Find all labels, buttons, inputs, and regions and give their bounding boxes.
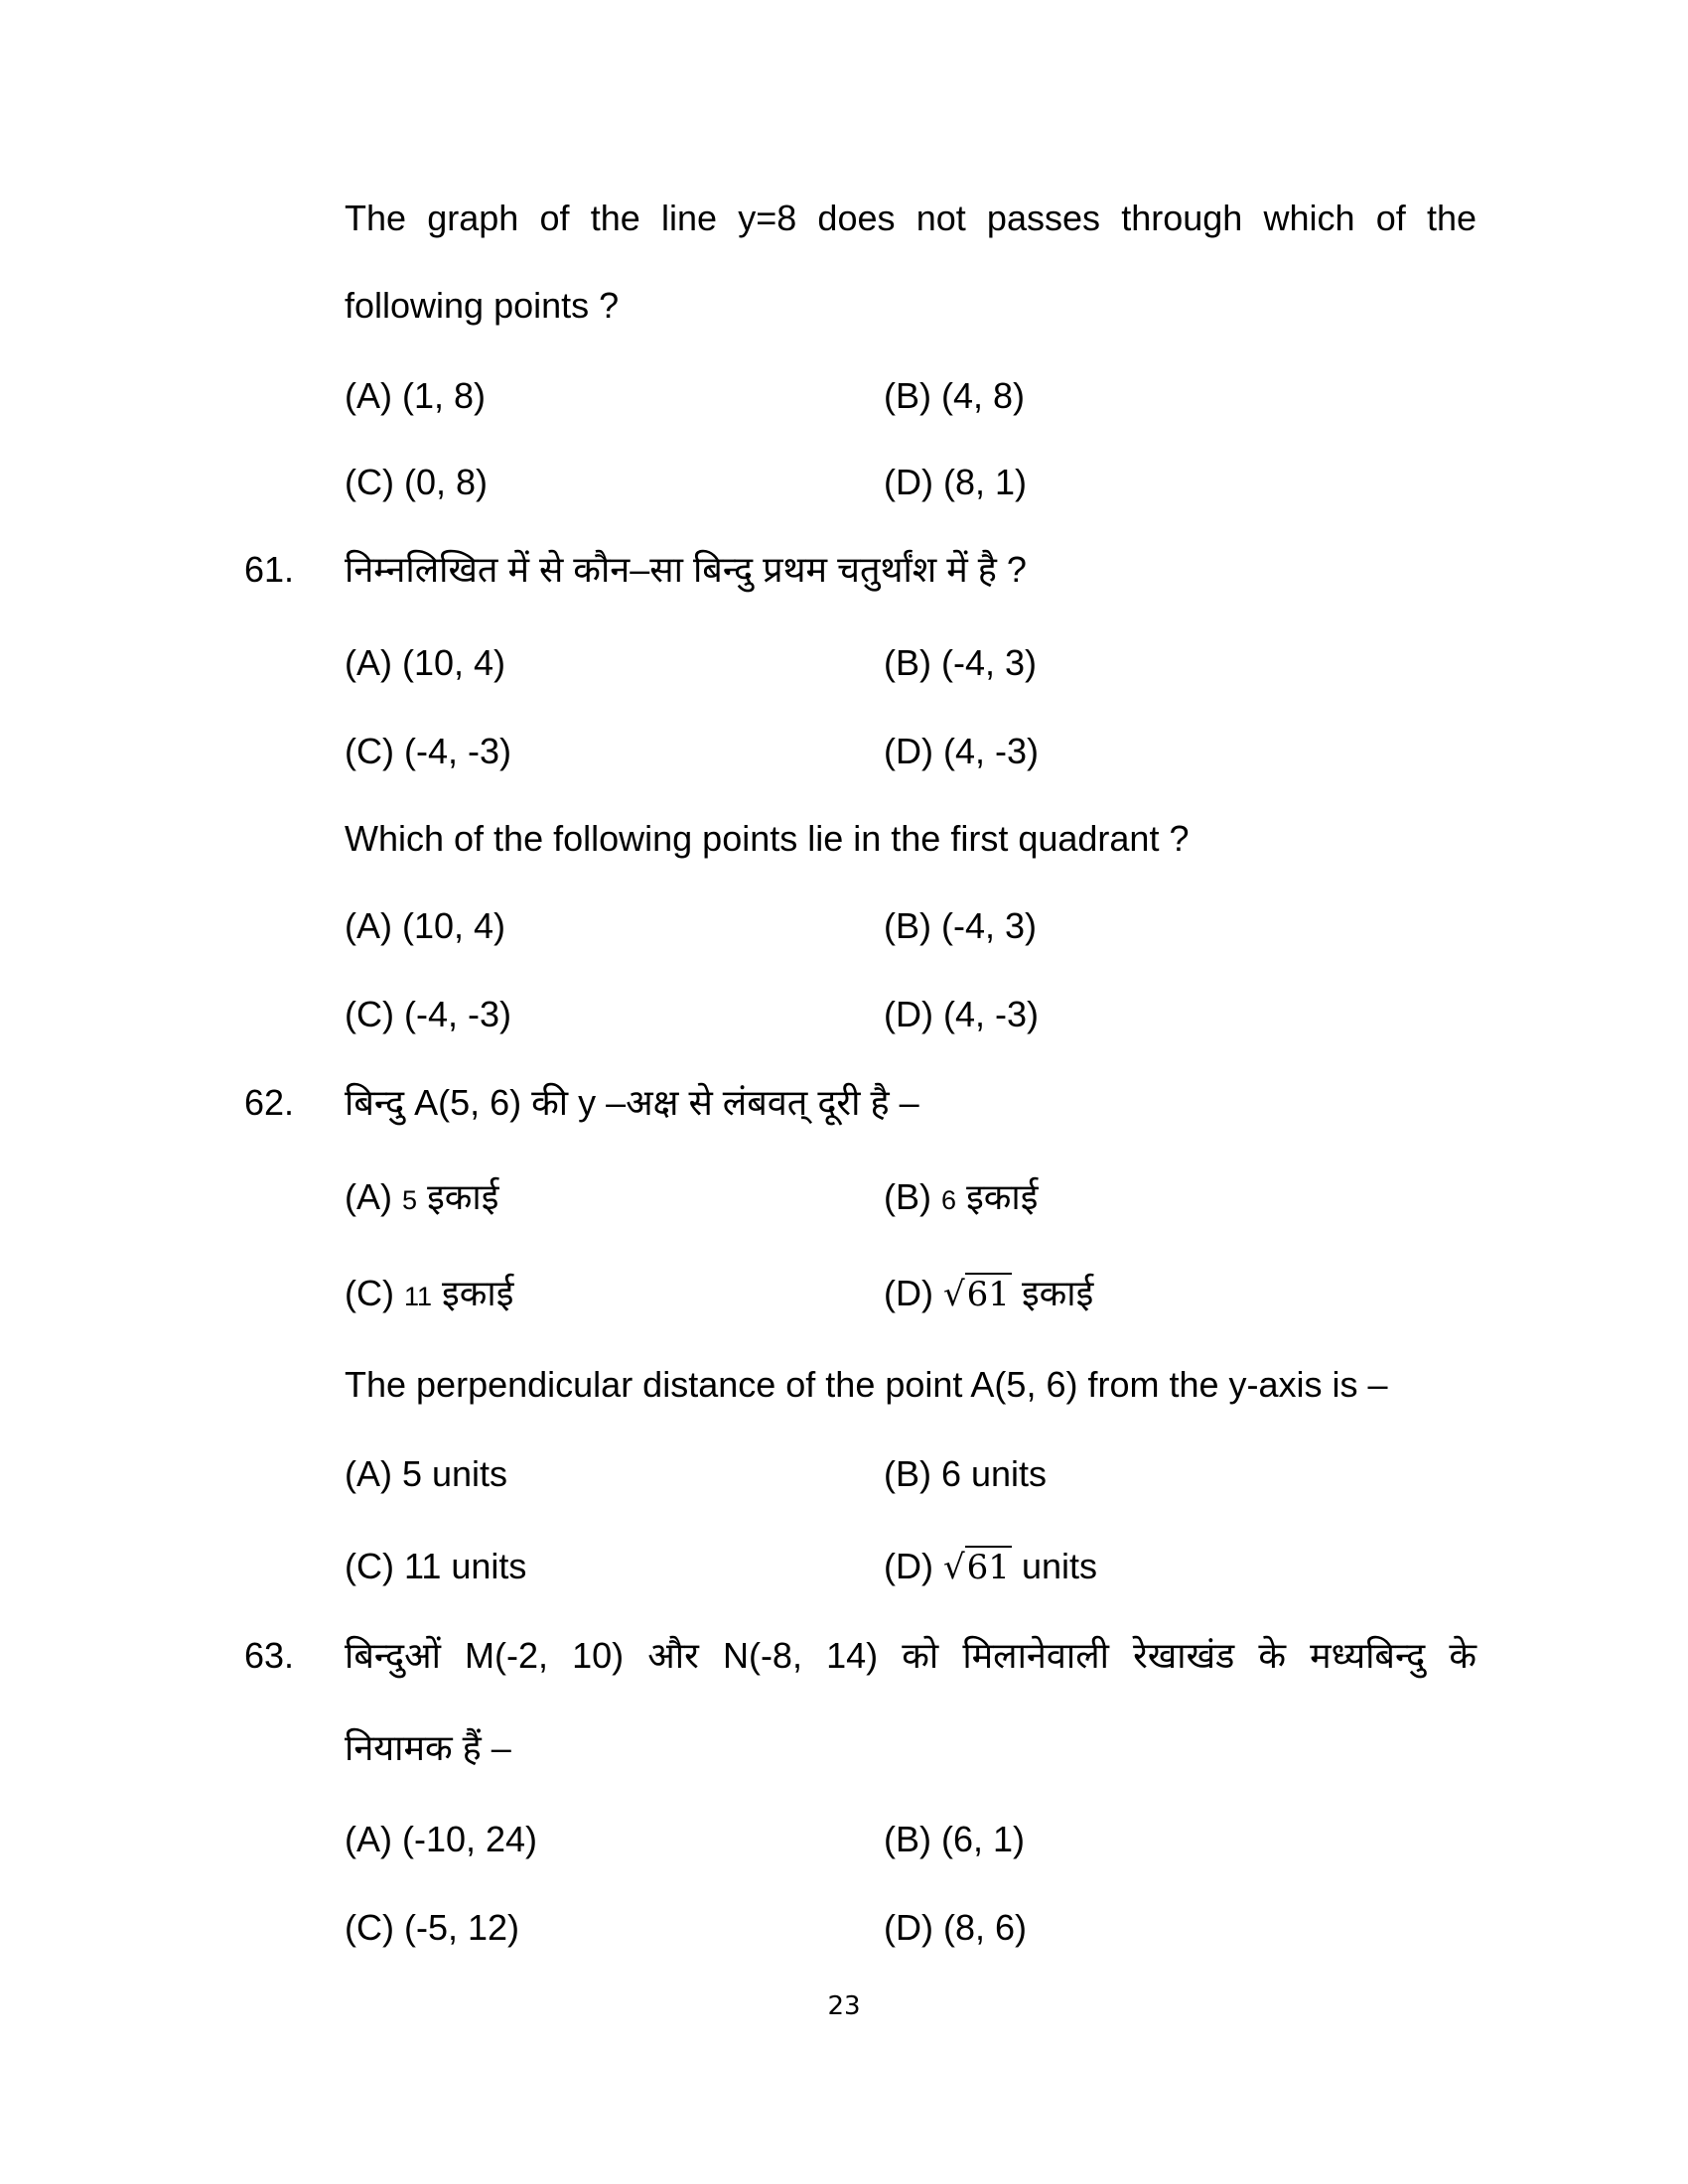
- question-62-english-option-c: (C) 11 units: [345, 1546, 527, 1586]
- option-value: 6: [941, 1185, 957, 1215]
- radical-sign-icon: √: [943, 1548, 965, 1587]
- question-62-hindi-option-d: [884, 1272, 1093, 1316]
- question-63-stem-hindi-line2: नियामक हैं –: [345, 1727, 511, 1768]
- question-62-number: 62.: [244, 1082, 295, 1123]
- option-label: (C): [345, 1273, 394, 1313]
- square-root-expression: [943, 1273, 1012, 1314]
- question-61-english-option-c: (C) (-4, -3): [345, 994, 511, 1034]
- option-label: (D): [884, 1546, 933, 1586]
- question-62-stem-english: The perpendicular distance of the point A(5, 6) from the y-axis is –: [345, 1364, 1388, 1405]
- question-61-number: 61.: [244, 549, 295, 590]
- option-unit: इकाई: [966, 1176, 1039, 1217]
- square-root-expression: [943, 1546, 1012, 1587]
- option-unit: इकाई: [442, 1273, 514, 1313]
- option-value: 11: [404, 1282, 433, 1311]
- question-61-stem-hindi: निम्नलिखित में से कौन–सा बिन्दु प्रथम चतुर्थांश में है ?: [345, 549, 1027, 590]
- option-label: (B): [884, 1176, 931, 1217]
- question-60-option-d: (D) (8, 1): [884, 462, 1027, 502]
- question-62-english-option-b: (B) 6 units: [884, 1453, 1048, 1494]
- question-60-option-a: (A) (1, 8): [345, 375, 487, 416]
- question-63-option-b: (B) (6, 1): [884, 1819, 1026, 1859]
- question-61-hindi-option-c: (C) (-4, -3): [345, 731, 511, 771]
- radicand: 61: [966, 1275, 1010, 1314]
- option-value: 5: [402, 1185, 418, 1215]
- radical-sign-icon: √: [943, 1275, 965, 1314]
- question-61-hindi-option-d: (D) (4, -3): [884, 731, 1039, 771]
- question-62-english-option-d: [884, 1545, 1097, 1589]
- option-label: (D): [884, 1273, 933, 1313]
- question-63-option-c: (C) (-5, 12): [345, 1907, 520, 1948]
- question-62-stem-hindi: बिन्दु A(5, 6) की y –अक्ष से लंबवत् दूरी है –: [345, 1082, 919, 1123]
- question-63-number: 63.: [244, 1635, 295, 1676]
- option-label: (A): [345, 1176, 392, 1217]
- question-63-option-d: (D) (8, 6): [884, 1907, 1027, 1948]
- question-62-hindi-option-a: [345, 1175, 498, 1222]
- page-number: 23: [827, 1991, 861, 2021]
- question-61-stem-english: Which of the following points lie in the first quadrant ?: [345, 818, 1190, 859]
- question-61-english-option-d: (D) (4, -3): [884, 994, 1039, 1034]
- question-60-option-b: (B) (4, 8): [884, 375, 1026, 416]
- question-62-hindi-option-b: [884, 1175, 1038, 1222]
- option-unit: units: [1021, 1546, 1097, 1586]
- question-62-english-option-a: (A) 5 units: [345, 1453, 508, 1494]
- radicand: 61: [966, 1548, 1010, 1587]
- option-unit: इकाई: [1021, 1273, 1094, 1313]
- question-63-stem-hindi-line1: बिन्दुओं M(-2, 10) और N(-8, 14) को मिलानेवाली रेखाखंड के मध्यबिन्दु के: [345, 1635, 1477, 1676]
- question-63-option-a: (A) (-10, 24): [345, 1819, 538, 1859]
- question-61-hindi-option-a: (A) (10, 4): [345, 642, 506, 683]
- question-61-english-option-a: (A) (10, 4): [345, 905, 506, 946]
- question-60-option-c: (C) (0, 8): [345, 462, 488, 502]
- option-unit: इकाई: [427, 1176, 499, 1217]
- question-60-stem-line1: The graph of the line y=8 does not passes through which of the: [345, 198, 1477, 238]
- question-61-english-option-b: (B) (-4, 3): [884, 905, 1038, 946]
- question-62-hindi-option-c: [345, 1272, 513, 1318]
- question-61-hindi-option-b: (B) (-4, 3): [884, 642, 1038, 683]
- question-60-stem-line2: following points ?: [345, 285, 620, 326]
